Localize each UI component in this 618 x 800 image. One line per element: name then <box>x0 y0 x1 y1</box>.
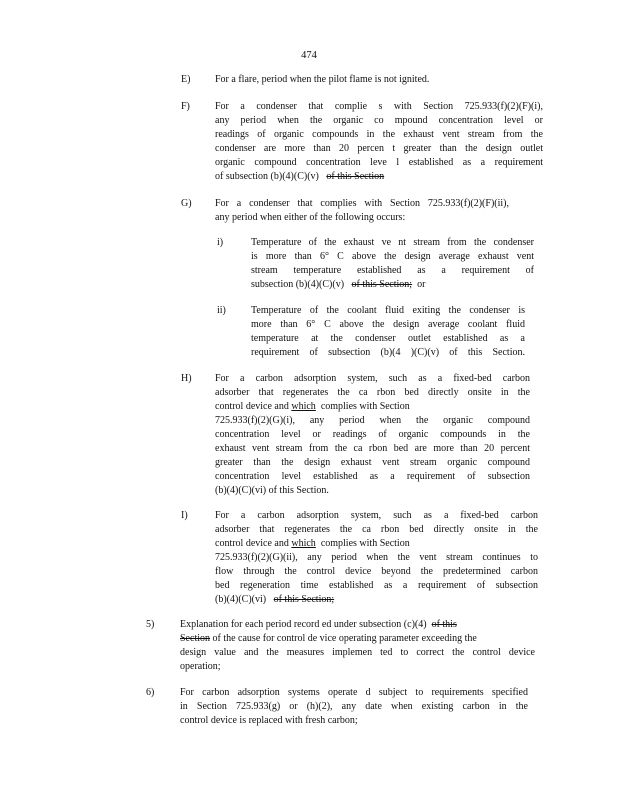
paragraph-5-text: Explanation for each period record ed under subsection (c)(4) <box>180 619 427 630</box>
item-g-i-label: i) <box>217 237 224 248</box>
item-i-line: 725.933(f)(2)(G)(ii), any period when the vent stream continues to <box>215 552 538 563</box>
item-g-ii-line: temperature at the condenser outlet established as a <box>251 333 525 344</box>
paragraph-5-line <box>180 618 535 632</box>
item-h-paragraph <box>215 372 530 498</box>
item-f-paragraph <box>215 100 543 184</box>
item-g-ii-line: requirement of subsection (b)(4 )(C)(v) of this Section. <box>251 347 525 358</box>
item-g-i-text: subsection (b)(4)(C)(v) <box>251 279 345 290</box>
item-f-strike: of this Section <box>326 171 385 182</box>
page-number: 474 <box>301 50 317 61</box>
item-f-line: condenser are more than 20 percen t greater than the design outlet <box>215 143 543 154</box>
item-f-line: For a condenser that complie s with Section 725.933(f)(2)(F)(i), <box>215 101 543 112</box>
item-g-ii-line: Temperature of the coolant fluid exiting the condenser is <box>251 305 525 316</box>
item-i-line-last <box>215 593 538 607</box>
paragraph-5-label: 5) <box>146 619 155 630</box>
item-h-line: For a carbon adsorption system, such as a fixed-bed carbon <box>215 373 530 384</box>
item-i-line: adsorber that regenerates the ca rbon bed directly onsite in the <box>215 524 538 535</box>
item-i-text: control device and <box>215 538 289 549</box>
item-g-line: For a condenser that complies with Section 725.933(f)(2)(F)(ii), <box>215 198 509 209</box>
item-g-line: any period when either of the following occurs: <box>215 212 406 223</box>
item-f-line: readings of organic compounds in the exhaust vent stream from the <box>215 129 543 140</box>
paragraph-6-label: 6) <box>146 687 155 698</box>
item-g-paragraph <box>215 197 509 225</box>
item-i-paragraph <box>215 509 538 607</box>
item-i-strike: of this Section; <box>273 594 335 605</box>
item-h-line: exhaust vent stream from the ca rbon bed are more than 20 percent <box>215 443 530 454</box>
paragraph-5-text: of the cause for control de vice operating parameter exceeding the <box>212 633 477 644</box>
paragraph-6 <box>180 686 528 728</box>
item-i-line: For a carbon adsorption system, such as a fixed-bed carbon <box>215 510 538 521</box>
item-g-i-tail: or <box>417 279 426 290</box>
item-h-line <box>215 400 530 414</box>
paragraph-6-line: in Section 725.933(g) or (h)(2), any date when existing carbon in the <box>180 701 528 712</box>
item-i-line: bed regeneration time established as a requirement of subsection <box>215 580 538 591</box>
item-f-line-last <box>215 170 543 184</box>
item-g-i-strike: of this Section; <box>351 279 413 290</box>
item-h-line: concentration level or readings of organic compounds in the <box>215 429 530 440</box>
paragraph-6-line: For carbon adsorption systems operate d subject to requirements specified <box>180 687 528 698</box>
item-h-underline: which <box>291 401 316 412</box>
item-g-ii-paragraph <box>251 304 525 360</box>
paragraph-5-line: operation; <box>180 661 221 672</box>
item-i-text: complies with Section <box>320 538 410 549</box>
item-g-i-line: is more than 6° C above the design average exhaust vent <box>251 251 534 262</box>
item-f-line: organic compound concentration leve l established as a requirement <box>215 157 543 168</box>
item-h-line: adsorber that regenerates the ca rbon bed directly onsite in the <box>215 387 530 398</box>
item-g-ii-line: more than 6° C above the design average coolant fluid <box>251 319 525 330</box>
item-e-text: For a flare, period when the pilot flame is not ignited. <box>215 74 430 85</box>
item-g-label: G) <box>181 198 192 209</box>
item-g-ii-label: ii) <box>217 305 226 316</box>
item-i-line: flow through the control device beyond the predetermined carbon <box>215 566 538 577</box>
paragraph-5-strike: Section <box>180 633 210 644</box>
item-i-line <box>215 537 538 551</box>
item-g-i-paragraph <box>251 236 534 292</box>
item-h-text: control device and <box>215 401 289 412</box>
paragraph-5-line <box>180 632 535 646</box>
item-h-label: H) <box>181 373 192 384</box>
paragraph-5-strike: of this <box>431 619 457 630</box>
item-i-underline: which <box>291 538 316 549</box>
item-g-i-line-last <box>251 278 534 292</box>
item-g-i-line: Temperature of the exhaust ve nt stream from the condenser <box>251 237 534 248</box>
item-h-line: greater than the design exhaust vent stream organic compound <box>215 457 530 468</box>
paragraph-6-line: control device is replaced with fresh carbon; <box>180 715 358 726</box>
item-h-line: concentration level established as a requirement of subsection <box>215 471 530 482</box>
item-h-line: (b)(4)(C)(vi) of this Section. <box>215 485 329 496</box>
item-h-line: 725.933(f)(2)(G)(i), any period when the organic compound <box>215 415 530 426</box>
item-h-text: complies with Section <box>320 401 410 412</box>
paragraph-5-line: design value and the measures implemen ted to correct the control device <box>180 647 535 658</box>
item-f-text: of subsection (b)(4)(C)(v) <box>215 171 319 182</box>
item-i-label: I) <box>181 510 188 521</box>
item-f-label: F) <box>181 101 190 112</box>
paragraph-5 <box>180 618 535 674</box>
item-f-line: any period when the organic co mpound concentration level or <box>215 115 543 126</box>
item-g-i-line: stream temperature established as a requirement of <box>251 265 534 276</box>
item-e-label: E) <box>181 74 191 85</box>
item-i-text: (b)(4)(C)(vi) <box>215 594 267 605</box>
